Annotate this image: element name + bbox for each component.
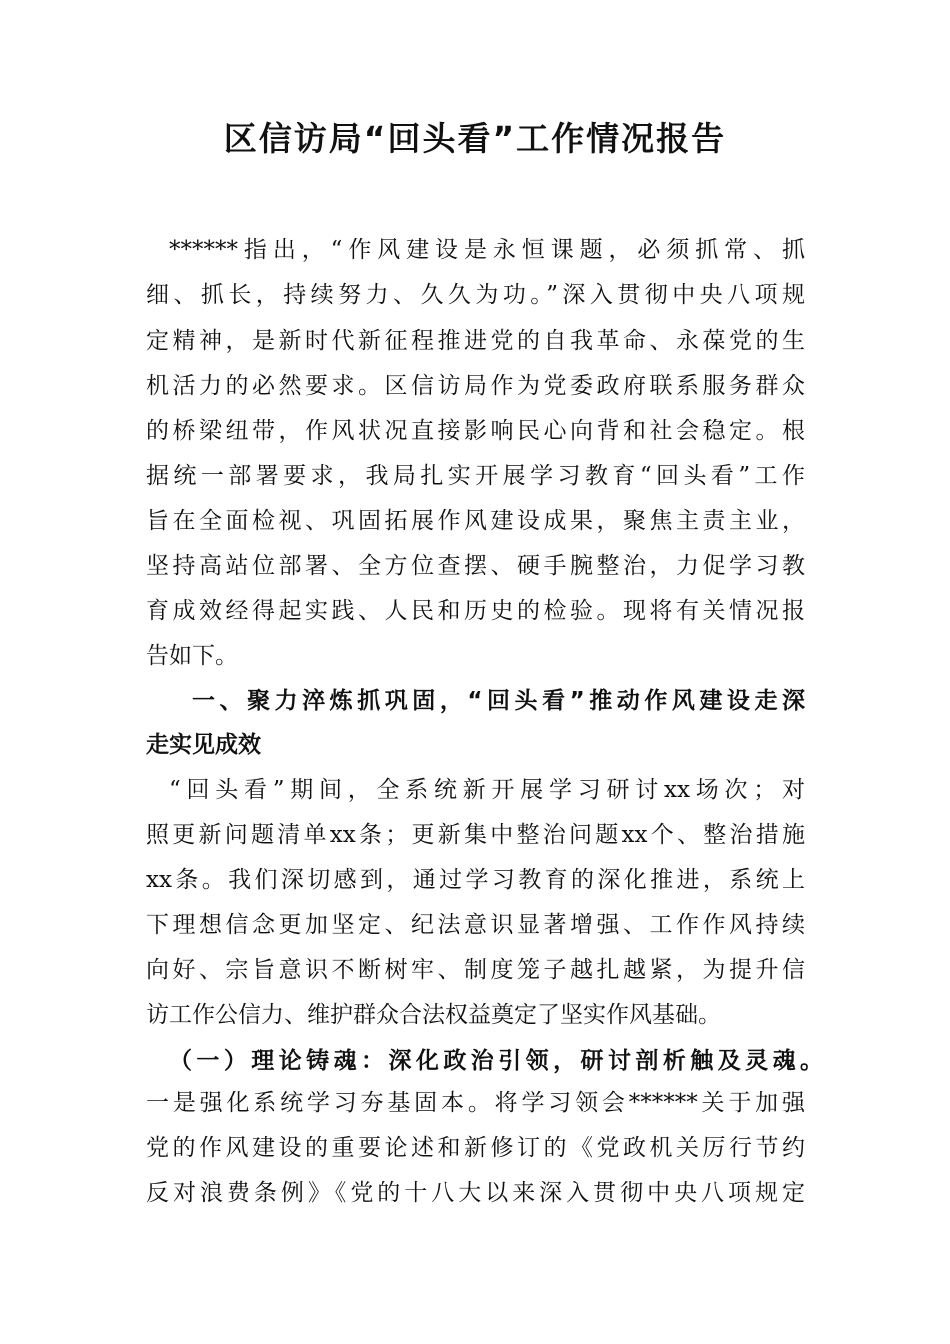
paragraph-line: 向好、宗旨意识不断树牢、制度笼子越扎越紧，为提升信 (146, 957, 805, 983)
paragraph-line: 下理想信念更加坚定、纪法意识显著增强、工作作风持续 (146, 912, 805, 938)
paragraph-line: 旨在全面检视、巩固拓展作风建设成果，聚焦主责主业， (146, 508, 805, 534)
heading-line: 一、聚力淬炼抓巩固，“回头看”推动作风建设走深 (192, 688, 805, 714)
paragraph-line: 育成效经得起实践、人民和历史的检验。现将有关情况报 (146, 598, 805, 624)
paragraph-line: 细、抓长，持续努力、久久为功。”深入贯彻中央八项规 (146, 282, 805, 308)
heading-line: 走实见成效 (146, 732, 261, 758)
subsection-heading: （一）理论铸魂：深化政治引领，研讨剖析触及灵魂。 (169, 1047, 823, 1074)
paragraph-line: 告如下。 (146, 643, 238, 669)
paragraph-line: ******指出，“作风建设是永恒课题，必须抓常、抓 (169, 237, 805, 263)
paragraph-line: 的桥梁纽带，作风状况直接影响民心向背和社会稳定。根 (146, 418, 805, 444)
paragraph-line: 机活力的必然要求。区信访局作为党委政府联系服务群众 (146, 373, 805, 399)
paragraph-line: 访工作公信力、维护群众合法权益奠定了坚实作风基础。 (146, 1002, 721, 1028)
paragraph-line: 党的作风建设的重要论述和新修订的《党政机关厉行节约 (146, 1135, 805, 1161)
paragraph-line: xx条。我们深切感到，通过学习教育的深化推进，系统上 (146, 867, 805, 893)
paragraph-line: “回头看”期间，全系统新开展学习研讨xx场次；对 (169, 777, 805, 803)
paragraph-line: 坚持高站位部署、全方位查摆、硬手腕整治，力促学习教 (146, 553, 805, 579)
paragraph-line: 照更新问题清单xx条；更新集中整治问题xx个、整治措施 (146, 822, 805, 848)
paragraph-line: 反对浪费条例》《党的十八大以来深入贯彻中央八项规定 (146, 1180, 805, 1206)
paragraph-line: 据统一部署要求，我局扎实开展学习教育“回头看”工作 (146, 463, 805, 489)
document-title: 区信访局“回头看”工作情况报告 (223, 119, 727, 158)
paragraph-line: 一是强化系统学习夯基固本。将学习领会******关于加强 (146, 1090, 805, 1116)
paragraph-line: 定精神，是新时代新征程推进党的自我革命、永葆党的生 (146, 328, 805, 354)
